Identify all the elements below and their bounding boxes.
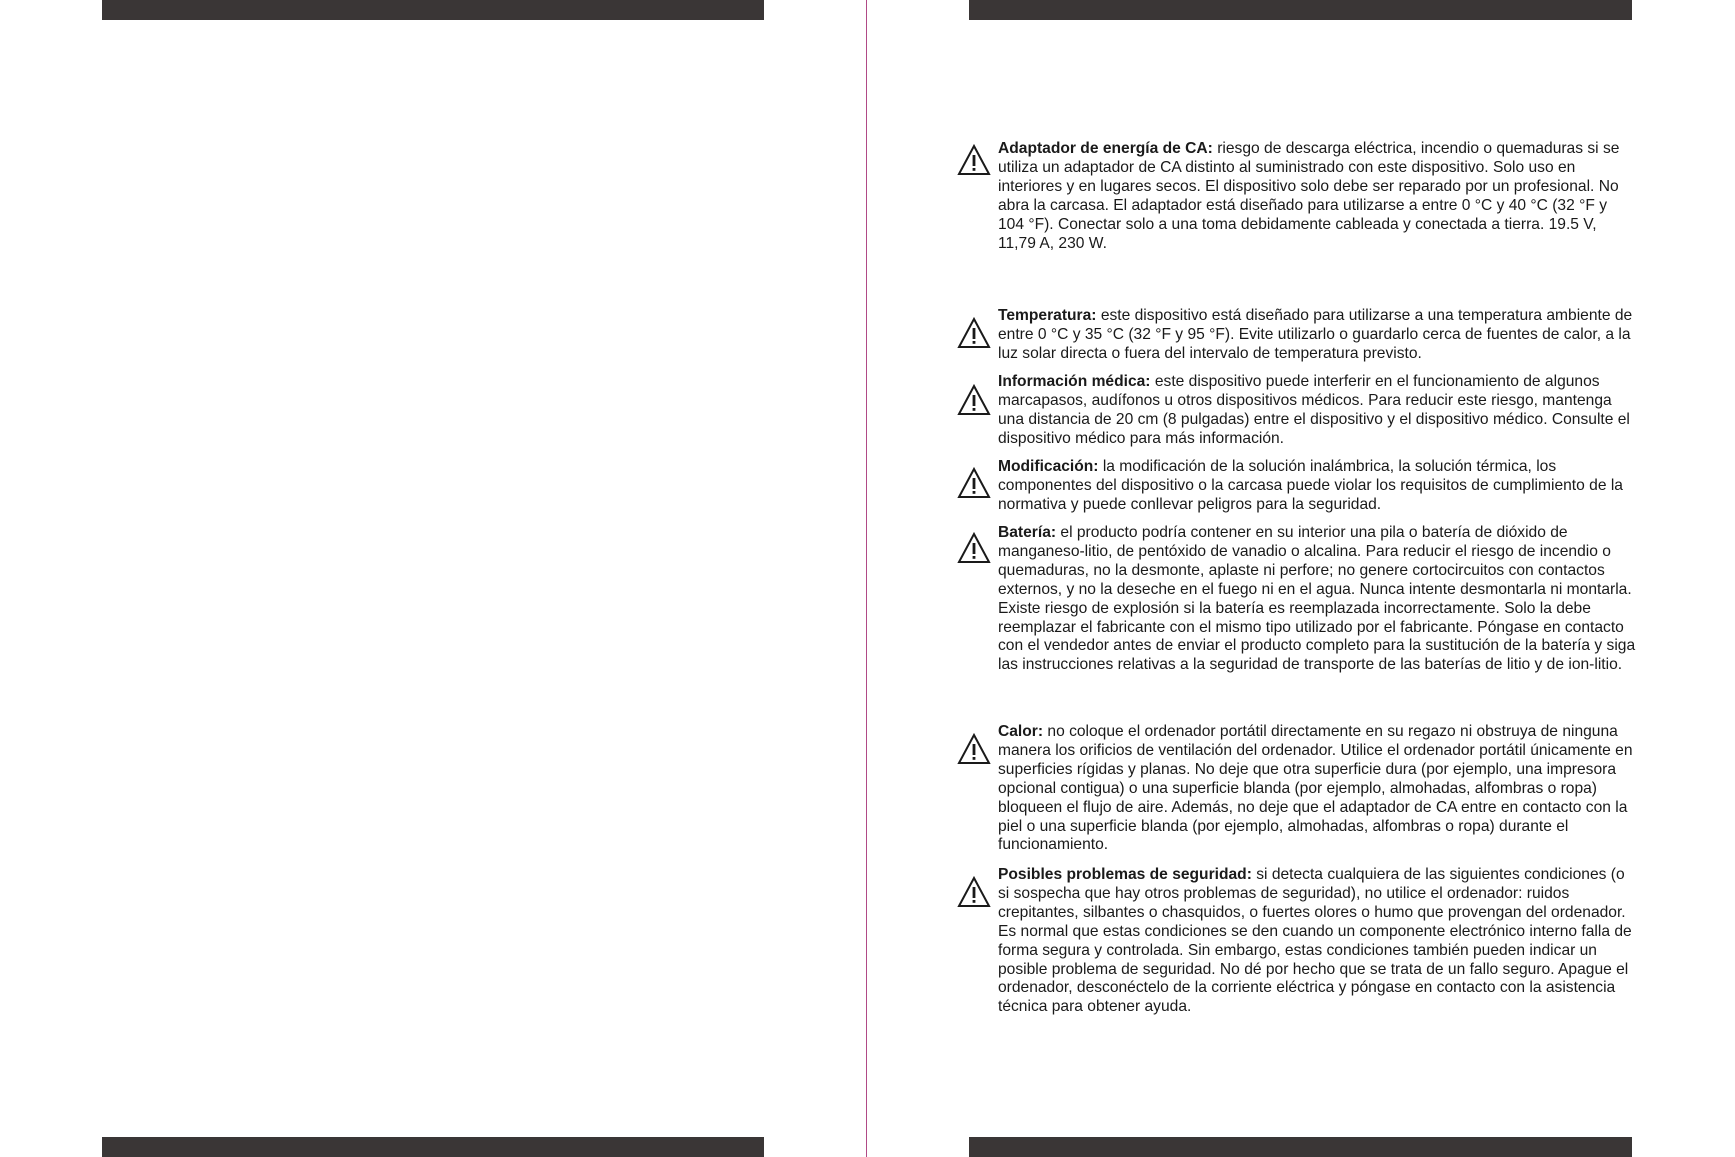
header-bar-left [102, 0, 764, 20]
warning-ac-adapter [957, 140, 1637, 253]
warning-text [998, 373, 1637, 449]
warning-text [998, 723, 1637, 855]
warning-text [998, 458, 1637, 515]
warning-body: este dispositivo está diseñado para utilizarse a una temperatura ambiente de entre 0 °C y 35 °C (32 °F y 95 °F). Evite utilizarlo o guardarlo cerca de fuentes de calor, a la luz solar directa o fuera del intervalo de temperatura previsto. [998, 307, 1633, 362]
warning-title: Posibles problemas de seguridad: [998, 866, 1252, 883]
header-bar-right [969, 0, 1632, 20]
warning-triangle-icon [957, 467, 991, 499]
warning-body: riesgo de descarga eléctrica, incendio o quemaduras si se utiliza un adaptador de CA distinto al suministrado con este dispositivo. Solo uso en interiores y en lugares secos. El dispositivo solo debe ser reparado por un profesional. No abra la carcasa. El adaptador está diseñado para utilizarse a entre 0 °C y 40 °C (32 °F y 104 °F). Conectar solo a una toma debidamente cableada y conectada a tierra. 19.5 V, 11,79 A, 230 W. [998, 140, 1620, 252]
warning-safety-issues [957, 866, 1637, 1017]
warning-title: Temperatura: [998, 307, 1097, 324]
warning-text [998, 307, 1637, 364]
warning-triangle-icon [957, 144, 991, 176]
warning-title: Adaptador de energía de CA: [998, 140, 1213, 157]
warning-text [998, 140, 1637, 253]
warning-body: el producto podría contener en su interior una pila o batería de dióxido de manganeso-litio, de pentóxido de vanadio o alcalina. Para reducir el riesgo de incendio o quemaduras, no la desmonte, aplaste ni perfore; no genere cortocircuitos con contactos externos, y no la deseche en el fuego ni en el agua. Nunca intente desmontarla ni montarla. Existe riesgo de explosión si la batería es reemplazada incorrectamente. Solo la debe reemplazar el fabricante con el mismo tipo utilizado por el fabricante. Póngase en contacto con el vendedor antes de enviar el producto completo para la sustitución de la batería y siga las instrucciones relativas a la seguridad de transporte de las baterías de litio y de ion-litio. [998, 524, 1636, 674]
warning-triangle-icon [957, 876, 991, 908]
footer-bar-left [102, 1137, 764, 1157]
warning-title: Calor: [998, 723, 1044, 740]
warning-text [998, 524, 1637, 675]
warning-title: Información médica: [998, 373, 1151, 390]
warning-heat [957, 723, 1637, 855]
warning-text [998, 866, 1637, 1017]
warning-triangle-icon [957, 384, 991, 416]
page-fold-divider [866, 0, 867, 1157]
warning-triangle-icon [957, 532, 991, 564]
warning-title: Modificación: [998, 458, 1099, 475]
warning-body: este dispositivo puede interferir en el funcionamiento de algunos marcapasos, audífonos u otros dispositivos médicos. Para reducir este riesgo, mantenga una distancia de 20 cm (8 pulgadas) entre el dispositivo y el dispositivo médico. Consulte el dispositivo médico para más información. [998, 373, 1630, 447]
warning-medical [957, 373, 1637, 449]
warning-body: si detecta cualquiera de las siguientes condiciones (o si sospecha que hay otros problemas de seguridad), no utilice el ordenador: ruidos crepitantes, silbantes o chasquidos, o fuertes olores o humo que provengan del ordenador. Es normal que estas condiciones se den cuando un componente electrónico interno falla de forma segura y controlada. Sin embargo, estas condiciones también pueden indicar un posible problema de seguridad. No dé por hecho que se trata de un fallo seguro. Apague el ordenador, desconéctelo de la corriente eléctrica y póngase en contacto con la asistencia técnica para obtener ayuda. [998, 866, 1632, 1016]
warning-body: la modificación de la solución inalámbrica, la solución térmica, los componentes del dispositivo o la carcasa puede violar los requisitos de cumplimiento de la normativa y puede conllevar peligros para la seguridad. [998, 458, 1623, 513]
warning-triangle-icon [957, 733, 991, 765]
warning-temperature [957, 307, 1637, 364]
warning-battery [957, 524, 1637, 675]
warning-body: no coloque el ordenador portátil directamente en su regazo ni obstruya de ninguna manera los orificios de ventilación del ordenador. Utilice el ordenador portátil únicamente en superficies rígidas y planas. No deje que otra superficie dura (por ejemplo, una impresora opcional contigua) o una superficie blanda (por ejemplo, almohadas, alfombras o ropa) bloqueen el flujo de aire. Además, no deje que el adaptador de CA entre en contacto con la piel o una superficie blanda (por ejemplo, almohadas, alfombras o ropa) durante el funcionamiento. [998, 723, 1633, 854]
warning-modification [957, 458, 1637, 515]
warning-triangle-icon [957, 317, 991, 349]
footer-bar-right [969, 1137, 1632, 1157]
warning-title: Batería: [998, 524, 1057, 541]
